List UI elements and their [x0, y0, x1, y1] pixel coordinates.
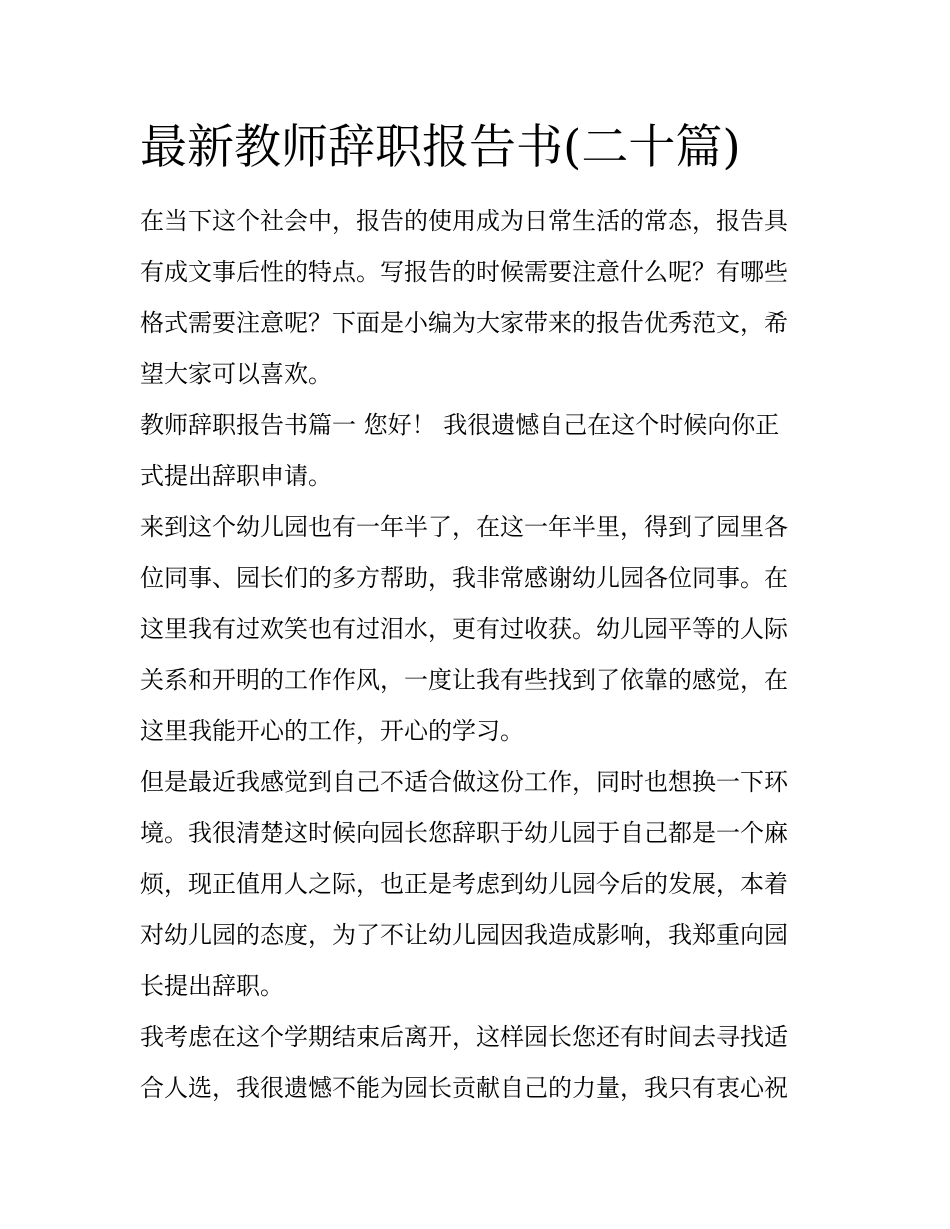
paragraph-plan — [140, 1012, 812, 1114]
text-line: 这里我有过欢笑也有过泪水，更有过收获。幼儿园平等的人际 — [140, 615, 788, 643]
paragraph-reason — [140, 757, 812, 1012]
text-line: 式提出辞职申请。 — [140, 462, 332, 490]
paragraph-intro — [140, 196, 812, 400]
text-line: 教师辞职报告书篇一 您好！ 我很遗憾自己在这个时候向你正 — [140, 411, 780, 439]
text-line: 关系和开明的工作作风，一度让我有些找到了依靠的感觉，在 — [140, 666, 788, 694]
paragraph-greeting — [140, 400, 812, 502]
text-line: 境。我很清楚这时候向园长您辞职于幼儿园于自己都是一个麻 — [140, 819, 788, 847]
text-line: 我考虑在这个学期结束后离开，这样园长您还有时间去寻找适 — [140, 1023, 788, 1051]
document-body — [140, 196, 812, 1114]
text-line: 这里我能开心的工作，开心的学习。 — [140, 717, 524, 745]
text-line: 长提出辞职。 — [140, 972, 284, 1000]
text-line: 位同事、园长们的多方帮助，我非常感谢幼儿园各位同事。在 — [140, 564, 788, 592]
text-line: 但是最近我感觉到自己不适合做这份工作，同时也想换一下环 — [140, 768, 788, 796]
text-line: 对幼儿园的态度，为了不让幼儿园因我造成影响，我郑重向园 — [140, 921, 788, 949]
text-line: 烦，现正值用人之际，也正是考虑到幼儿园今后的发展，本着 — [140, 870, 788, 898]
document-title: 最新教师辞职报告书(二十篇) — [140, 120, 741, 175]
paragraph-experience — [140, 502, 812, 757]
text-line: 在当下这个社会中，报告的使用成为日常生活的常态，报告具 — [140, 207, 788, 235]
text-line: 合人选，我很遗憾不能为园长贡献自己的力量，我只有衷心祝 — [140, 1074, 788, 1102]
text-line: 有成文事后性的特点。写报告的时候需要注意什么呢？有哪些 — [140, 258, 788, 286]
text-line: 格式需要注意呢？下面是小编为大家带来的报告优秀范文，希 — [140, 309, 788, 337]
text-line: 望大家可以喜欢。 — [140, 360, 332, 388]
text-line: 来到这个幼儿园也有一年半了，在这一年半里，得到了园里各 — [140, 513, 788, 541]
